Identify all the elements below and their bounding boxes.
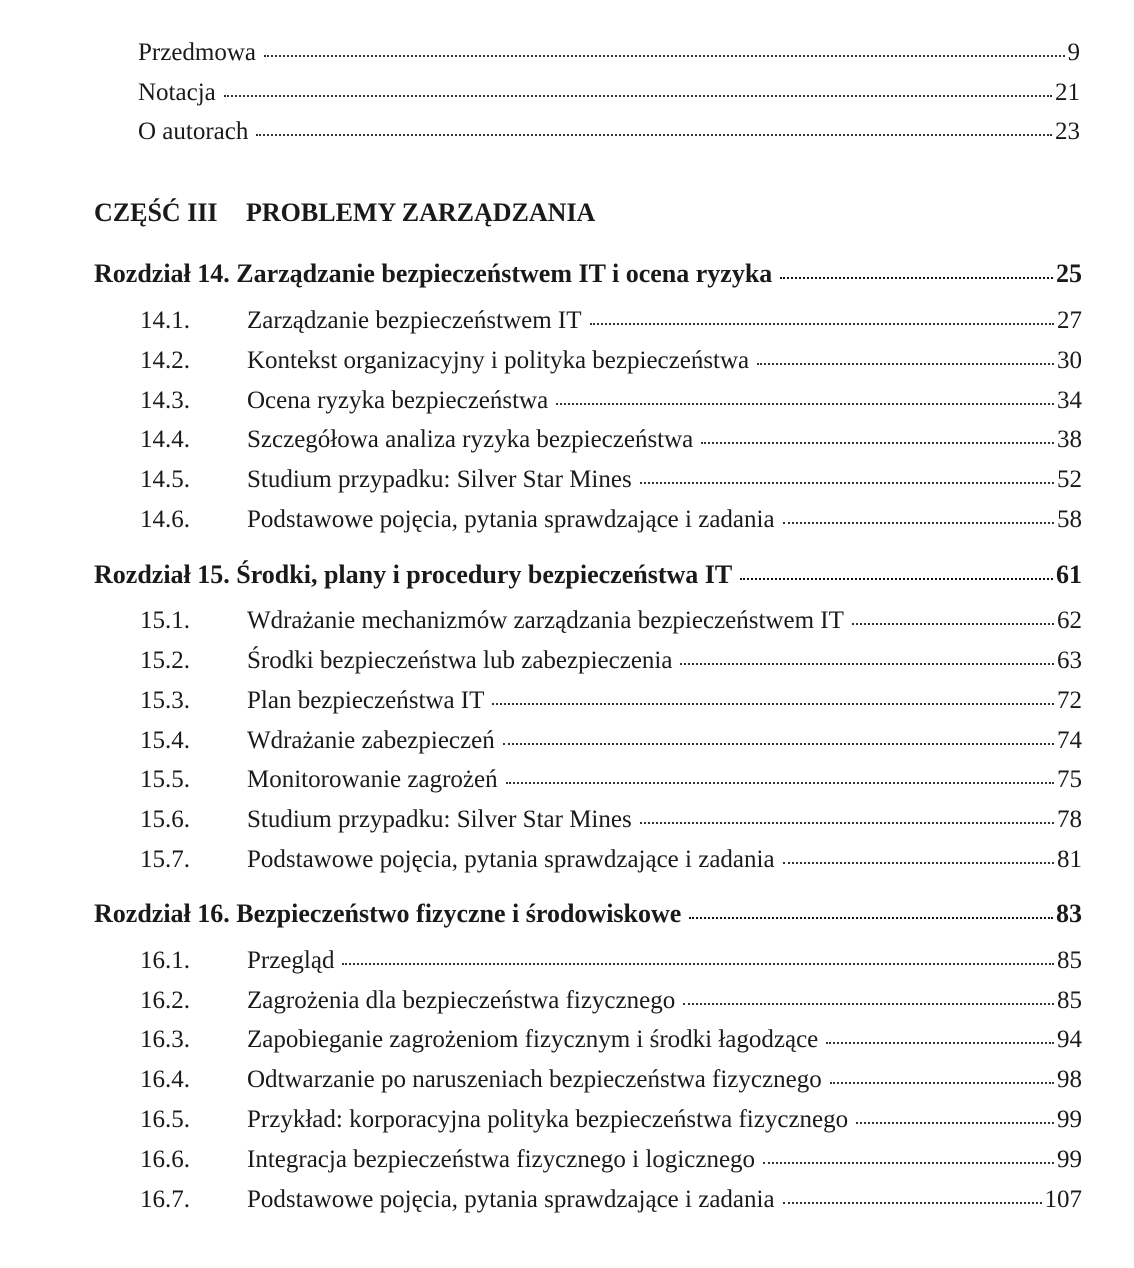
entry-page: 21 [1055, 79, 1080, 106]
section-title: Szczegółowa analiza ryzyka bezpieczeństwa [247, 426, 694, 453]
section-title: Plan bezpieczeństwa IT [247, 687, 485, 714]
section-title: Kontekst organizacyjny i polityka bezpieczeństwa [247, 347, 750, 374]
section-title: Studium przypadku: Silver Star Mines [247, 466, 632, 493]
dot-leader [224, 95, 1052, 97]
part-title: PROBLEMY ZARZĄDZANIA [246, 198, 596, 227]
dot-leader [780, 277, 1053, 279]
toc-section[interactable] [140, 306, 1082, 336]
toc-section[interactable] [140, 986, 1082, 1016]
section-number: 14.1. [140, 307, 190, 334]
toc-section[interactable] [140, 465, 1082, 495]
section-page: 81 [1057, 846, 1082, 873]
toc-section[interactable] [140, 386, 1082, 416]
section-page: 98 [1057, 1066, 1082, 1093]
toc-entry-front[interactable] [138, 38, 1080, 68]
section-page: 72 [1057, 687, 1082, 714]
toc-section[interactable] [140, 1065, 1082, 1095]
dot-leader [640, 822, 1054, 824]
section-page: 38 [1057, 426, 1082, 453]
toc-section[interactable] [140, 805, 1082, 835]
section-title: Przykład: korporacyjna polityka bezpieczeństwa fizycznego [247, 1106, 849, 1133]
section-page: 74 [1057, 727, 1082, 754]
section-page: 75 [1057, 766, 1082, 793]
chapter-page: 25 [1056, 259, 1082, 288]
dot-leader [492, 703, 1054, 705]
dot-leader [683, 1003, 1054, 1005]
section-number: 15.7. [140, 846, 190, 873]
entry-title: O autorach [138, 118, 249, 145]
dot-leader [503, 743, 1054, 745]
section-number: 16.6. [140, 1146, 190, 1173]
section-page: 99 [1057, 1106, 1082, 1133]
section-title: Podstawowe pojęcia, pytania sprawdzające i zadania [247, 506, 775, 533]
toc-section[interactable] [140, 726, 1082, 756]
dot-leader [506, 782, 1054, 784]
dot-leader [680, 663, 1054, 665]
toc-chapter[interactable] [94, 560, 1082, 590]
section-page: 30 [1057, 347, 1082, 374]
section-title: Podstawowe pojęcia, pytania sprawdzające i zadania [247, 846, 775, 873]
section-number: 15.3. [140, 687, 190, 714]
dot-leader [740, 578, 1053, 580]
dot-leader [342, 963, 1054, 965]
section-page: 62 [1057, 607, 1082, 634]
entry-title: Przedmowa [138, 39, 257, 66]
toc-chapter[interactable] [94, 259, 1082, 289]
dot-leader [783, 1202, 1042, 1204]
section-title: Wdrażanie mechanizmów zarządzania bezpieczeństwem IT [247, 607, 844, 634]
section-page: 52 [1057, 466, 1082, 493]
section-number: 15.2. [140, 647, 190, 674]
section-title: Zarządzanie bezpieczeństwem IT [247, 307, 582, 334]
toc-section[interactable] [140, 346, 1082, 376]
section-number: 15.1. [140, 607, 190, 634]
toc-chapter[interactable] [94, 899, 1082, 929]
section-number: 15.5. [140, 766, 190, 793]
section-title: Środki bezpieczeństwa lub zabezpieczenia [247, 647, 673, 674]
dot-leader [640, 482, 1054, 484]
chapter-title: Rozdział 16. Bezpieczeństwo fizyczne i środowiskowe [94, 899, 682, 928]
chapter-page: 83 [1056, 899, 1082, 928]
section-number: 14.5. [140, 466, 190, 493]
section-number: 16.2. [140, 987, 190, 1014]
section-number: 16.7. [140, 1186, 190, 1213]
dot-leader [826, 1042, 1054, 1044]
dot-leader [264, 55, 1064, 57]
section-number: 16.4. [140, 1066, 190, 1093]
toc-section[interactable] [140, 646, 1082, 676]
dot-leader [556, 403, 1054, 405]
chapter-page: 61 [1056, 560, 1082, 589]
section-number: 14.6. [140, 506, 190, 533]
toc-section[interactable] [140, 606, 1082, 636]
dot-leader [256, 134, 1052, 136]
part-label: CZĘŚĆ III [94, 198, 218, 227]
section-number: 16.3. [140, 1026, 190, 1053]
chapter-title: Rozdział 15. Środki, plany i procedury bezpieczeństwa IT [94, 560, 733, 589]
toc-section[interactable] [140, 505, 1082, 535]
toc-section[interactable] [140, 1105, 1082, 1135]
section-number: 15.4. [140, 727, 190, 754]
chapter-title: Rozdział 14. Zarządzanie bezpieczeństwem IT i ocena ryzyka [94, 259, 773, 288]
entry-title: Notacja [138, 79, 216, 106]
toc-entry-front[interactable] [138, 117, 1080, 147]
section-page: 85 [1057, 947, 1082, 974]
dot-leader [757, 363, 1054, 365]
section-number: 16.1. [140, 947, 190, 974]
section-title: Studium przypadku: Silver Star Mines [247, 806, 632, 833]
toc-section[interactable] [140, 425, 1082, 455]
toc-section[interactable] [140, 1185, 1082, 1215]
section-page: 99 [1057, 1146, 1082, 1173]
toc-section[interactable] [140, 686, 1082, 716]
entry-page: 23 [1055, 118, 1080, 145]
dot-leader [763, 1162, 1054, 1164]
dot-leader [783, 522, 1054, 524]
dot-leader [590, 323, 1054, 325]
section-title: Monitorowanie zagrożeń [247, 766, 498, 793]
toc-section[interactable] [140, 765, 1082, 795]
dot-leader [701, 442, 1054, 444]
section-number: 14.2. [140, 347, 190, 374]
toc-entry-front[interactable] [138, 78, 1080, 108]
section-page: 94 [1057, 1026, 1082, 1053]
section-page: 58 [1057, 506, 1082, 533]
section-page: 34 [1057, 387, 1082, 414]
dot-leader [856, 1122, 1054, 1124]
section-page: 85 [1057, 987, 1082, 1014]
dot-leader [852, 623, 1054, 625]
toc-section[interactable] [140, 845, 1082, 875]
section-title: Podstawowe pojęcia, pytania sprawdzające i zadania [247, 1186, 775, 1213]
section-title: Ocena ryzyka bezpieczeństwa [247, 387, 549, 414]
dot-leader [689, 917, 1053, 919]
toc-section[interactable] [140, 1025, 1082, 1055]
section-number: 14.3. [140, 387, 190, 414]
section-title: Integracja bezpieczeństwa fizycznego i logicznego [247, 1146, 756, 1173]
section-title: Wdrażanie zabezpieczeń [247, 727, 495, 754]
section-number: 14.4. [140, 426, 190, 453]
part-heading [94, 198, 595, 228]
section-title: Zagrożenia dla bezpieczeństwa fizycznego [247, 987, 676, 1014]
dot-leader [830, 1082, 1054, 1084]
section-page: 27 [1057, 307, 1082, 334]
toc-section[interactable] [140, 946, 1082, 976]
section-title: Przegląd [247, 947, 335, 974]
dot-leader [783, 862, 1054, 864]
toc-section[interactable] [140, 1145, 1082, 1175]
section-page: 63 [1057, 647, 1082, 674]
section-page: 78 [1057, 806, 1082, 833]
section-number: 16.5. [140, 1106, 190, 1133]
section-title: Zapobieganie zagrożeniom fizycznym i środki łagodzące [247, 1026, 819, 1053]
section-title: Odtwarzanie po naruszeniach bezpieczeństwa fizycznego [247, 1066, 822, 1093]
entry-page: 9 [1067, 39, 1080, 66]
section-page: 107 [1044, 1186, 1082, 1213]
section-number: 15.6. [140, 806, 190, 833]
